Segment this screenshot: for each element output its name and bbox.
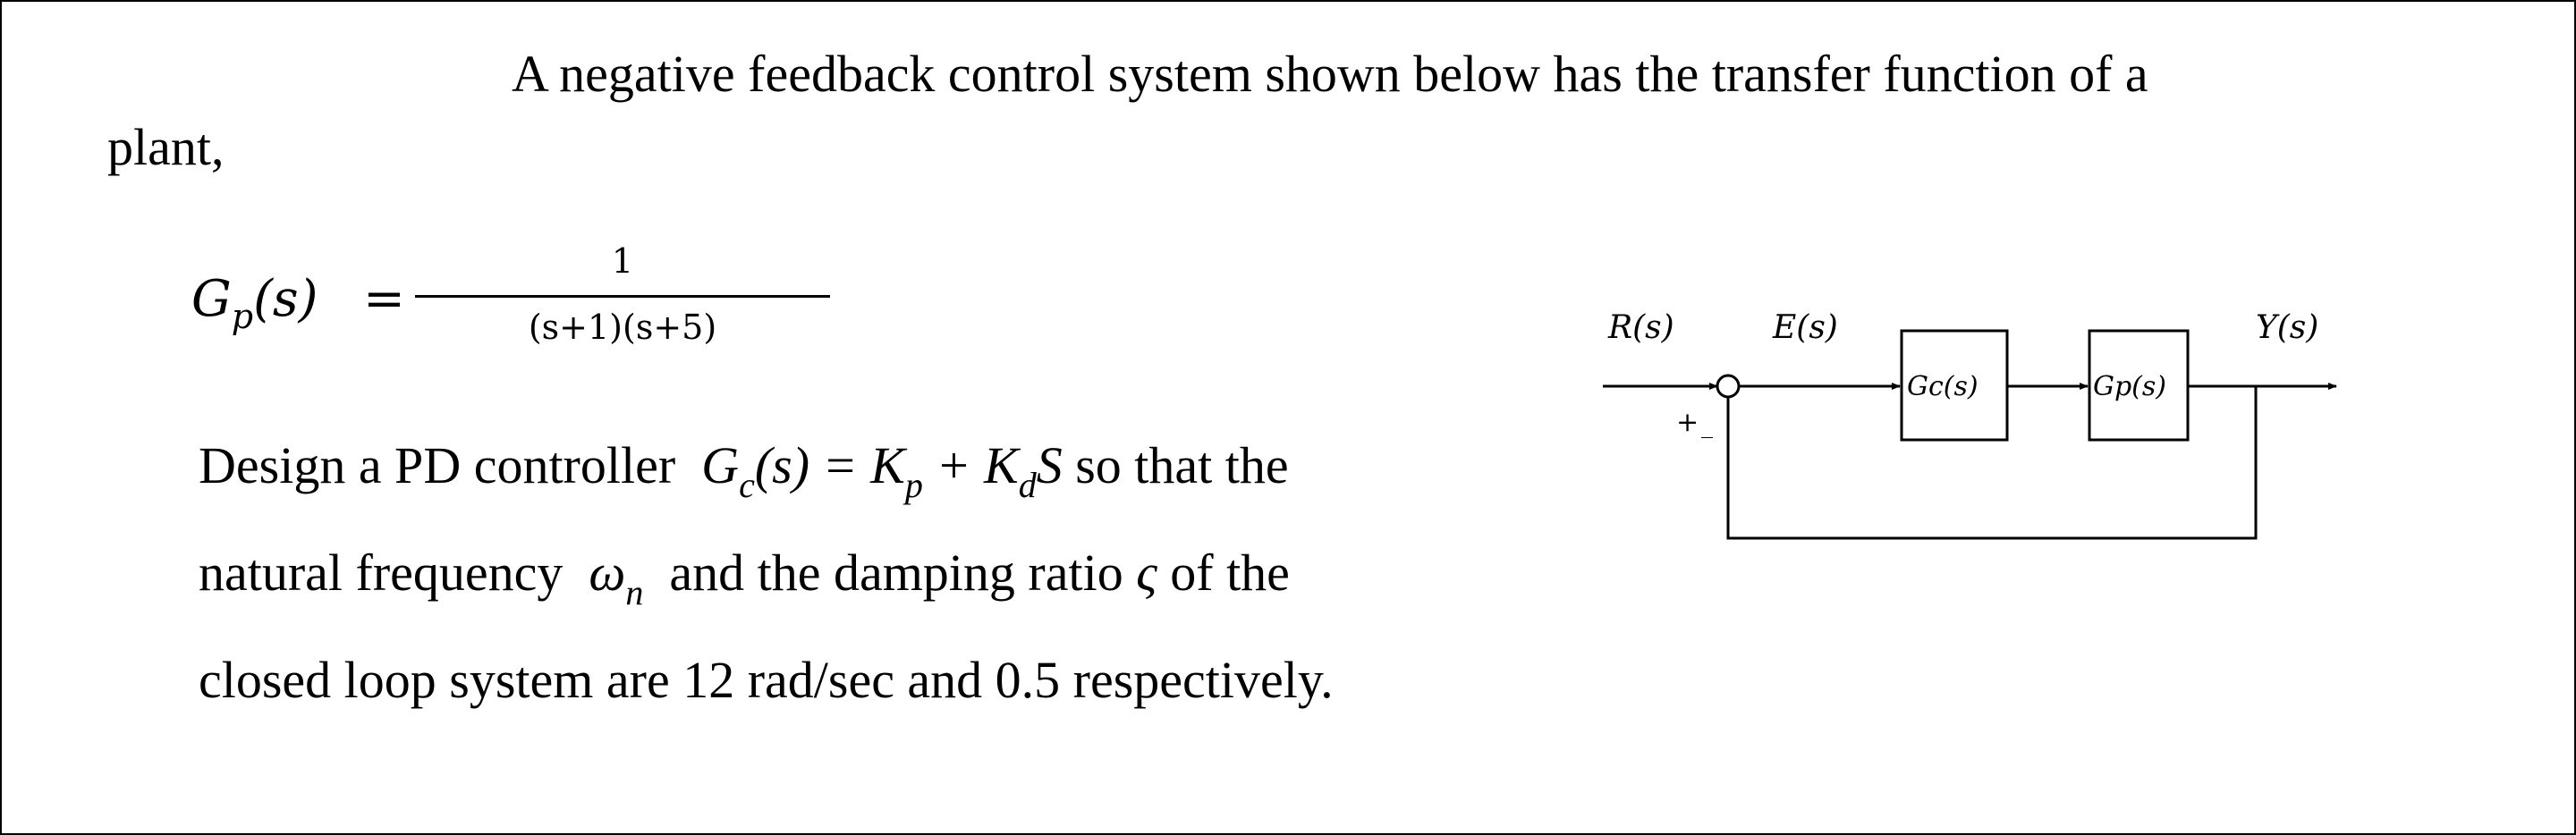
minus-sign: _ <box>1701 412 1713 439</box>
output-signal-label: Y(s) <box>2256 309 2319 346</box>
plant-block-label: Gp(s) <box>2093 371 2166 402</box>
design-text: so that the <box>1075 436 1289 494</box>
design-line-1 <box>199 422 1334 529</box>
design-text: and the damping ratio <box>669 544 1123 602</box>
design-line-2 <box>199 529 1334 637</box>
equals-sign: = <box>363 270 405 328</box>
damping-ratio-symbol: ς <box>1136 544 1157 602</box>
problem-intro-continuation: plant, <box>107 118 225 176</box>
design-text: of the <box>1170 544 1290 602</box>
plant-fraction <box>415 236 830 361</box>
error-signal-label: E(s) <box>1773 309 1838 346</box>
fraction-bar <box>415 295 830 298</box>
plus-sign: + <box>1676 407 1699 438</box>
plant-symbol: $G_p(s)$ <box>191 270 318 336</box>
controller-block-label: Gc(s) <box>1907 371 1979 402</box>
fraction-numerator: 1 <box>611 241 634 281</box>
fraction-denominator: (s+1)(s+5) <box>528 308 717 347</box>
problem-intro-line: A negative feedback control system shown below has the transfer function of a <box>512 45 2148 103</box>
feedback-block-diagram <box>1594 288 2381 556</box>
input-signal-label: R(s) <box>1608 309 1674 346</box>
summing-junction <box>1717 375 1739 397</box>
natural-frequency-symbol: $\omega_n$ <box>589 544 644 612</box>
design-line-3: closed loop system are 12 rad/sec and 0.5 respectively. <box>199 651 1334 709</box>
design-requirement-paragraph <box>199 422 1334 724</box>
pd-controller-expression: $G_c(s) = K_p + K_dS$ <box>701 436 1063 505</box>
design-text: natural frequency <box>199 544 564 602</box>
design-text: Design a PD controller <box>199 436 676 494</box>
